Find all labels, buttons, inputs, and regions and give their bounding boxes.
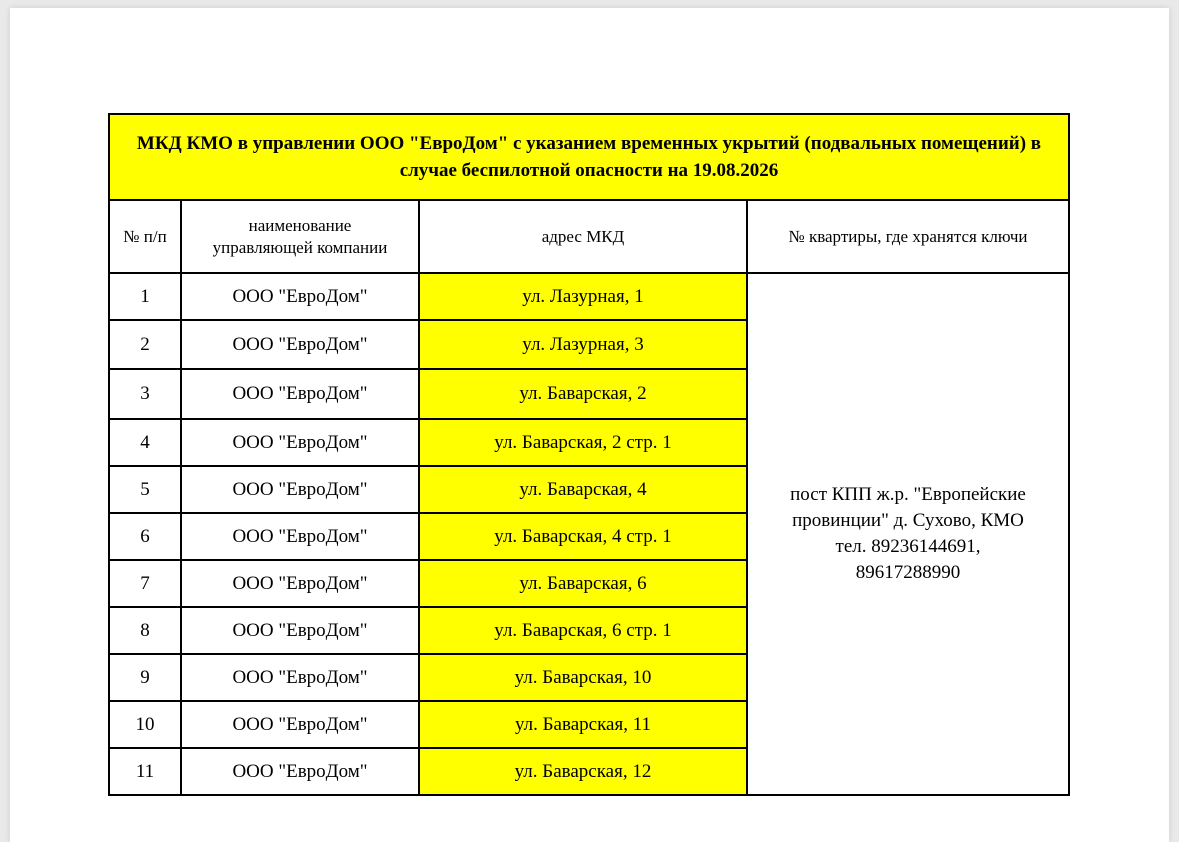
- document-page: [10, 8, 1169, 842]
- row-company: ООО "ЕвроДом": [181, 701, 419, 748]
- header-row: [109, 200, 1069, 273]
- row-company: ООО "ЕвроДом": [181, 273, 419, 320]
- row-address: ул. Баварская, 11: [419, 701, 747, 748]
- row-address: ул. Баварская, 12: [419, 748, 747, 795]
- row-address: ул. Баварская, 6: [419, 560, 747, 607]
- row-number: 8: [109, 607, 181, 654]
- row-number: 6: [109, 513, 181, 560]
- header-company-line1: наименование: [248, 215, 352, 235]
- title-row: [109, 114, 1069, 200]
- keys-location-line2: провинции" д. Сухово, КМО: [792, 510, 1024, 531]
- row-address: ул. Баварская, 4: [419, 466, 747, 513]
- row-company: ООО "ЕвроДом": [181, 419, 419, 466]
- row-number: 4: [109, 419, 181, 466]
- row-number: 11: [109, 748, 181, 795]
- row-company: ООО "ЕвроДом": [181, 513, 419, 560]
- keys-location-line1: пост КПП ж.р. "Европейские: [790, 484, 1026, 505]
- keys-location-line3: тел. 89236144691,: [835, 536, 981, 557]
- row-company: ООО "ЕвроДом": [181, 369, 419, 419]
- shelters-table: [108, 113, 1070, 796]
- row-number: 3: [109, 369, 181, 419]
- header-keys: № квартиры, где хранятся ключи: [747, 200, 1069, 273]
- row-address: ул. Лазурная, 1: [419, 273, 747, 320]
- keys-location-cell: [747, 273, 1069, 795]
- row-address: ул. Баварская, 2: [419, 369, 747, 419]
- row-number: 7: [109, 560, 181, 607]
- header-num: № п/п: [109, 200, 181, 273]
- row-number: 5: [109, 466, 181, 513]
- row-company: ООО "ЕвроДом": [181, 654, 419, 701]
- row-number: 2: [109, 320, 181, 369]
- row-company: ООО "ЕвроДом": [181, 748, 419, 795]
- row-address: ул. Баварская, 10: [419, 654, 747, 701]
- row-address: ул. Баварская, 4 стр. 1: [419, 513, 747, 560]
- row-number: 9: [109, 654, 181, 701]
- keys-location-line4: 89617288990: [855, 562, 961, 583]
- table-title: МКД КМО в управлении ООО "ЕвроДом" с указанием временных укрытий (подвальных помещений) в случае беспилотной опасности на 19.08.2026: [109, 114, 1069, 200]
- row-address: ул. Баварская, 2 стр. 1: [419, 419, 747, 466]
- row-address: ул. Баварская, 6 стр. 1: [419, 607, 747, 654]
- row-company: ООО "ЕвроДом": [181, 560, 419, 607]
- table-body: [109, 273, 1069, 795]
- row-address: ул. Лазурная, 3: [419, 320, 747, 369]
- header-company-line2: управляющей компании: [212, 237, 388, 257]
- row-company: ООО "ЕвроДом": [181, 466, 419, 513]
- row-company: ООО "ЕвроДом": [181, 320, 419, 369]
- table-row: [109, 273, 1069, 320]
- row-number: 10: [109, 701, 181, 748]
- header-address: адрес МКД: [419, 200, 747, 273]
- header-company: [181, 200, 419, 273]
- row-number: 1: [109, 273, 181, 320]
- row-company: ООО "ЕвроДом": [181, 607, 419, 654]
